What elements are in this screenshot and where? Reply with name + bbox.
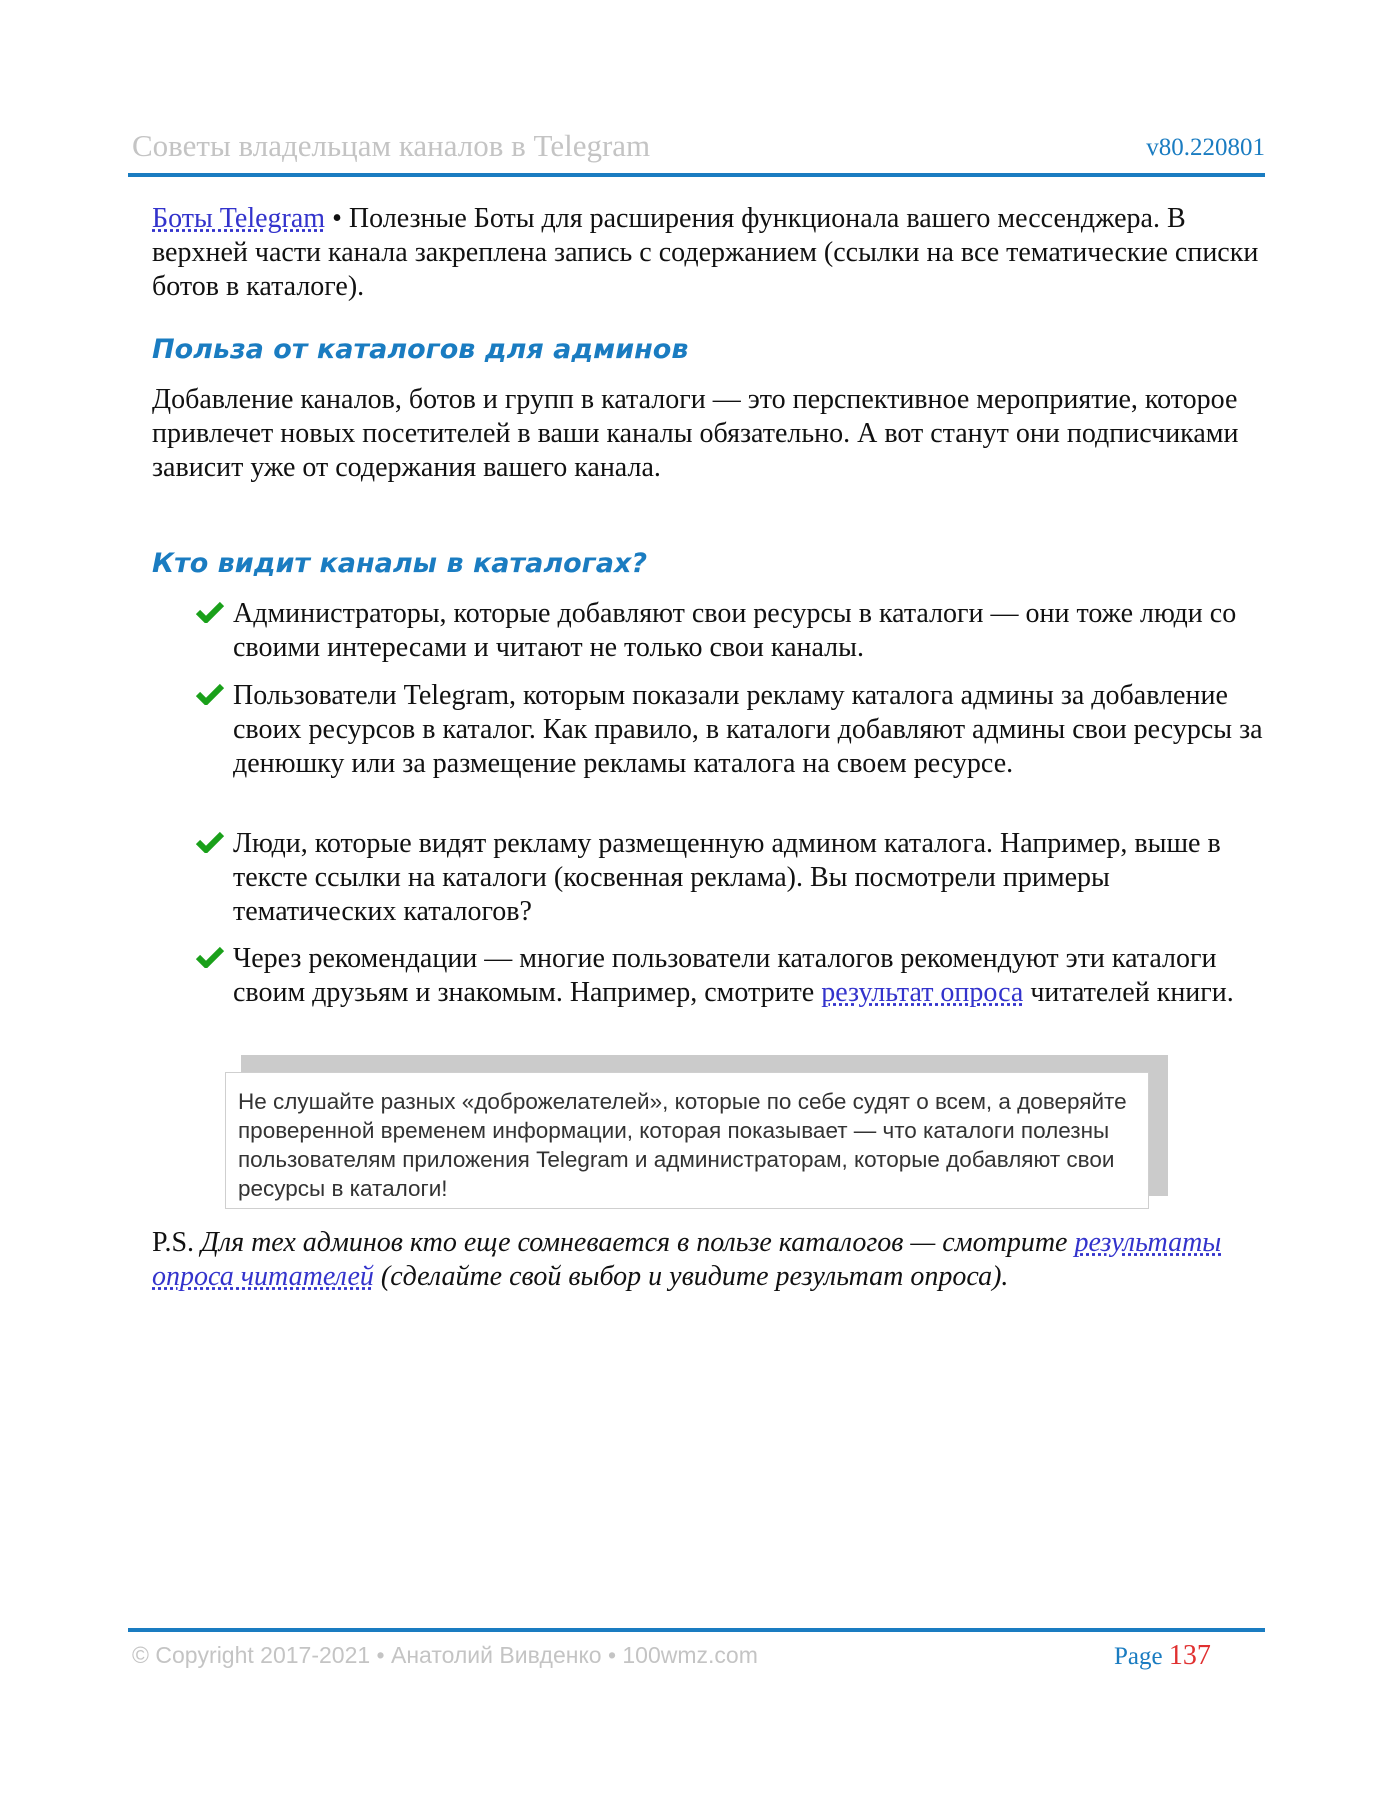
benefits-paragraph: Добавление каналов, ботов и групп в каталоги — это перспективное мероприятие, которое привлечет новых посетителей в ваши каналы обязательно. А вот станут они подписчиками зависит уже от содержания вашего канала. <box>152 384 1239 483</box>
checkmark-icon <box>196 601 224 623</box>
section-heading-audience: Кто видит каналы в каталогах? <box>152 548 648 579</box>
page-number: Page 137 <box>1114 1640 1211 1671</box>
list-item <box>196 597 1266 665</box>
list-item-text: Через рекомендации — многие пользователи каталогов рекомендуют эти каталоги своим друзьям и знакомым. Например, смотрите результат опроса читателей книги. <box>233 943 1234 1008</box>
bots-telegram-link[interactable]: Боты Telegram <box>152 203 326 234</box>
poll-readers-link[interactable]: результаты опроса читателей <box>152 1227 1222 1292</box>
header-divider <box>128 173 1265 177</box>
version-label: v80.220801 <box>1146 134 1265 161</box>
copyright: © Copyright 2017-2021 • Анатолий Вивденко • 100wmz.com <box>132 1642 758 1668</box>
document-title: Советы владельцам каналов в Telegram <box>132 128 651 163</box>
list-item <box>196 827 1266 929</box>
ps-paragraph: P.S. Для тех админов кто еще сомневается в пользе каталогов — смотрите результаты опроса читателей (сделайте свой выбор и увидите результат опроса). <box>152 1227 1222 1292</box>
footer-divider <box>128 1628 1265 1632</box>
checkmark-icon <box>196 946 224 968</box>
list-item-text: Пользователи Telegram, которым показали рекламу каталога админы за добавление своих ресурсов в каталог. Как правило, в каталоги добавляют админы свои ресурсы за денюшку или за размещение рекламы каталога на своем ресурсе. <box>233 680 1263 779</box>
poll-result-link[interactable]: результат опроса <box>821 977 1024 1008</box>
quote-box: Не слушайте разных «доброжелателей», которые по себе судят о всем, а доверяйте проверенной временем информации, которая показывает — что каталоги полезны пользователям приложения Telegram и администраторам, которые добавляют свои ресурсы в каталоги! <box>225 1072 1149 1209</box>
list-item <box>196 942 1266 1010</box>
list-item-text: Администраторы, которые добавляют свои ресурсы в каталоги — они тоже люди со своими интересами и читают не только свои каналы. <box>233 598 1237 663</box>
intro-text: • Полезные Боты для расширения функционала вашего мессенджера. В верхней части канала закреплена запись с содержанием (ссылки на все тематические списки ботов в каталоге). <box>152 203 1259 302</box>
checkmark-icon <box>196 831 224 853</box>
section-heading-benefits: Польза от каталогов для админов <box>152 334 689 365</box>
checkmark-icon <box>196 683 224 705</box>
intro-paragraph <box>152 202 1262 304</box>
list-item-text: Люди, которые видят рекламу размещенную админом каталога. Например, выше в тексте ссылки на каталоги (косвенная реклама). Вы посмотрели примеры тематических каталогов? <box>233 828 1221 927</box>
list-item <box>196 679 1266 781</box>
